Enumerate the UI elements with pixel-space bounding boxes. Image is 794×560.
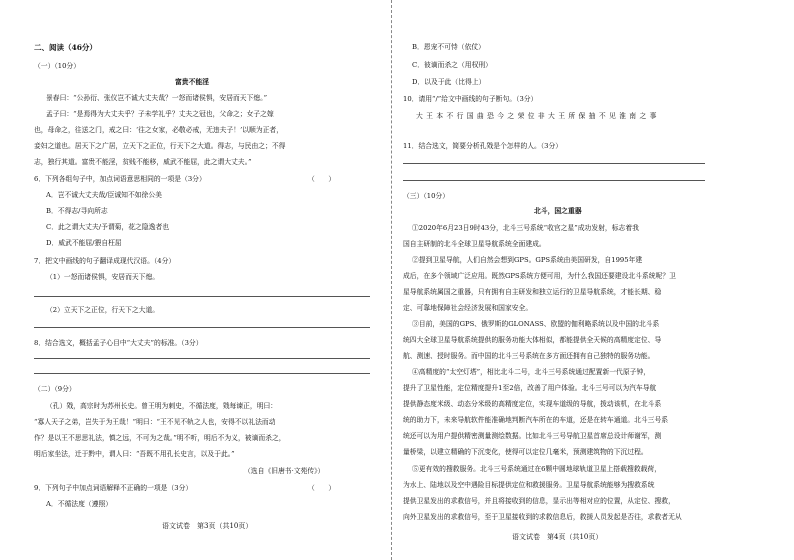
option: D．威武不能屈/猥自枉屈	[46, 239, 122, 247]
passage1-line: 志，独行其道。富贵不能淫，贫贱不能移，威武不能屈，此之谓大丈夫。”	[34, 158, 252, 166]
passage1-line: 景春曰：“公孙衍、张仪岂不诚大丈夫哉？一怒而诸侯惧，安居而天下熄。”	[46, 94, 268, 102]
passage3-line: 量桥梁，以建立精确的下沉变化，使得可以定位几毫米，预测建筑物的下沉过程。	[403, 448, 648, 456]
option: D．以及于此（比得上）	[412, 78, 486, 86]
q10-sentence: 大 王 本 不 行 国 曲 恐 今 之 荣 位 非 大 王 所 保 抽 不 见 淮 南 之 事	[416, 112, 658, 120]
answer-paren: （ ）	[308, 175, 336, 183]
part1-label: （一）（10分）	[34, 62, 81, 70]
question-10: 10．请用“/”给文中画线的句子断句。（3分）	[403, 95, 538, 103]
page-divider	[391, 0, 392, 560]
q7-item: （1）一怒而诸侯惧，安居而天下熄。	[46, 273, 160, 281]
passage2-line: （孔）戣，高宗时为苏州长史。曾王明为刺史，不循法度，戣每谏正，明曰：	[46, 402, 278, 410]
answer-line	[34, 358, 370, 359]
question-6: 6．下列各组句子中，加点词语意思相同的一项是（3分）	[34, 175, 206, 183]
passage3-line: 提供静态度米级、动态分米级的高精度定位，实现车道级的导航，拨动该机，在北斗系	[403, 400, 662, 408]
left-page	[0, 0, 385, 560]
page-footer: 语文试卷 第4页（共10页）	[512, 533, 603, 541]
option: B．不得志/寻向所志	[46, 207, 108, 215]
option: A．岂不诚大丈夫哉/臣诚知不如徐公美	[46, 191, 162, 199]
question-8: 8．结合选文，概括孟子心目中“大丈夫”的标准。（3分）	[34, 339, 203, 347]
passage3-line: 统还可以为用户提供精密测量测绘数据。比如北斗三号导航卫星首席总设计师谢军，测	[403, 432, 662, 440]
question-11: 11．结合选文，简要分析孔戣是个怎样的人。（3分）	[403, 142, 563, 150]
passage3-line: 向外卫星发出的求救信号，至于卫星接收到的求救信息后，救援人员发起是否往，求救者无从	[403, 513, 682, 521]
passage3-line: ⑤更有效的搜救服务。北斗三号系统通过在6颗中圆地球轨道卫星上搭载搜救载荷，	[412, 465, 662, 473]
passage2-line: 明后家坐法，迁于黔中，谓人曰：“吾既不用孔长史言，以及于此。”	[34, 450, 235, 458]
question-9: 9．下列句子中加点词语解释不正确的一项是（3分）	[34, 484, 193, 492]
part2-label: （二）（9分）	[34, 385, 76, 393]
passage2-source: （选自《旧唐书·文苑传》）	[244, 467, 325, 475]
passage3-line: 成后，在多个领域广泛应用。既然GPS系统方便可用，为什么我国还要建设北斗系统呢？卫	[403, 272, 676, 280]
passage3-line: ④高精度的“太空灯塔”，相比北斗二号，北斗三号系统通过配置新一代原子钟，	[412, 368, 651, 376]
passage3-title: 北斗，国之重器	[534, 207, 582, 215]
passage3-line: 统的助力下，未来导航软件能准确地判断汽车所在的车道，还是在转车通道。北斗三号系	[403, 416, 669, 424]
answer-line	[403, 163, 705, 164]
part3-label: （三）（10分）	[403, 192, 450, 200]
passage1-line: 也，母命之，往送之门，戒之曰：‘往之女家，必敬必戒，无违夫子！’以顺为正者，	[34, 126, 284, 134]
passage3-line: 星导航系统属国之重器，只有拥有自主研发和独立运行的卫星导航系统，才能长期、稳	[403, 288, 662, 296]
option: C．彼谪而杀之（用权刑）	[412, 61, 492, 69]
passage2-line: 作？是以王不思思礼法，慎之远，不可为之哉。”明不听，明后不为义，被谪而杀之，	[34, 434, 286, 442]
passage3-line: 提升了卫星性能，定位精度提升1至2倍，改善了用户体验。北斗三号可以为汽车导航	[403, 384, 657, 392]
passage2-line: “寡人天子之弟，岂失于为王哉！”明曰：“王不见不轨之人也，安得不以礼法而动	[34, 418, 276, 426]
q7-item: （2）立天下之正位，行天下之大道。	[46, 306, 160, 314]
answer-line	[34, 373, 370, 374]
question-7: 7．把文中画线的句子翻译成现代汉语。（4分）	[34, 257, 176, 265]
passage3-line: 提供卫星发出的求救信号，并且将接收到的信息，显示出等相对应的位置，从定位、搜救，	[403, 497, 675, 505]
passage3-line: 定、可靠地保障社会经济发展和国家安全。	[403, 304, 533, 312]
right-page	[398, 0, 794, 560]
page-footer: 语文试卷 第3页（共10页）	[162, 522, 253, 530]
passage3-line: 国自主研制的北斗全球卫星导航系统全面建成。	[403, 240, 546, 248]
passage1-title: 富贵不能淫	[175, 78, 209, 86]
passage3-line: ①2020年6月23日9时43分，北斗三号系统“收官之星”成功发射，标志着我	[412, 224, 639, 232]
option: A．不循法度（遵照）	[46, 500, 113, 508]
passage3-line: 为水上、陆地以及空中遇险目标提供定位和救援服务。卫星导航系统能够为搜救系统	[403, 481, 655, 489]
passage1-line: 妾妇之道也。居天下之广居，立天下之正位，行天下之大道。得志，与民由之；不得	[34, 142, 286, 150]
section-heading: 二、阅读（46分）	[34, 43, 97, 52]
answer-paren: （ ）	[308, 484, 336, 492]
passage3-line: ③目前，美国的GPS、俄罗斯的GLONASS、欧盟的伽利略系统以及中国的北斗系	[412, 320, 660, 328]
passage3-line: ②提到卫星导航，人们自然会想到GPS。GPS系统由美国研发，自1995年建	[412, 256, 643, 264]
passage3-line: 航、测速、授时服务。而中国的北斗三号系统在多方面还拥有自己独特的服务功能。	[403, 352, 655, 360]
passage3-line: 统四大全球卫星导航系统提供的服务功能大体相似，都能提供全天候的高精度定位、导	[403, 336, 662, 344]
option: C．此之谓大丈夫/予谓菊，花之隐逸者也	[46, 223, 170, 231]
passage1-line: 孟子曰：“是焉得为大丈夫乎？子未学礼乎？丈夫之冠也，父命之；女子之嫁	[46, 110, 274, 118]
answer-line	[34, 296, 370, 297]
option: B．恩宠不可恃（依仗）	[412, 43, 485, 51]
answer-line	[34, 327, 370, 328]
answer-line	[403, 180, 705, 181]
